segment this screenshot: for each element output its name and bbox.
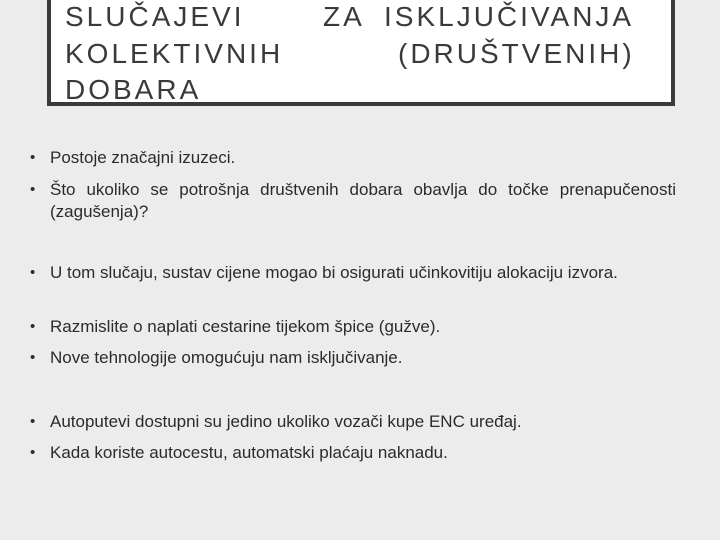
bullet-text: Razmislite o naplati cestarine tijekom špice (gužve). (50, 317, 441, 336)
title-word-5: (DRUŠTVENIH) (398, 38, 635, 69)
title-word-2: ZA (323, 1, 365, 32)
bullet-item (30, 442, 676, 464)
bullet-text: Kada koriste autocestu, automatski plaćaju naknadu. (50, 443, 448, 462)
bullet-item (30, 411, 676, 433)
bullet-text: Nove tehnologije omogućuju nam isključivanje. (50, 348, 403, 367)
bullet-text: Što ukoliko se potrošnja društvenih dobara obavlja do točke prenapučenosti (zagušenja)? (50, 180, 676, 221)
bullet-dot: • (30, 413, 36, 430)
bullet-item (30, 347, 676, 369)
bullet-text: Postoje značajni izuzeci. (50, 148, 236, 167)
bullet-text: U tom slučaju, sustav cijene mogao bi osigurati učinkovitiju alokaciju izvora. (50, 263, 618, 282)
bullet-dot: • (30, 264, 36, 281)
bullet-dot: • (30, 318, 36, 335)
bullet-dot: • (30, 181, 36, 198)
bullet-item (30, 262, 676, 284)
bullet-text: Autoputevi dostupni su jedino ukoliko vozači kupe ENC uređaj. (50, 412, 522, 431)
bullet-item (30, 316, 676, 338)
slide-title-box (47, 0, 675, 106)
bullet-dot: • (30, 149, 36, 166)
title-word-1: SLUČAJEVI (65, 1, 245, 32)
bullet-item (30, 179, 676, 223)
title-word-4: KOLEKTIVNIH (65, 38, 284, 69)
bullet-dot: • (30, 444, 36, 461)
title-word-6: DOBARA (65, 74, 202, 105)
bullet-dot: • (30, 349, 36, 366)
title-word-3: ISKLJUČIVANJA (384, 1, 635, 32)
bullet-item (30, 147, 676, 169)
